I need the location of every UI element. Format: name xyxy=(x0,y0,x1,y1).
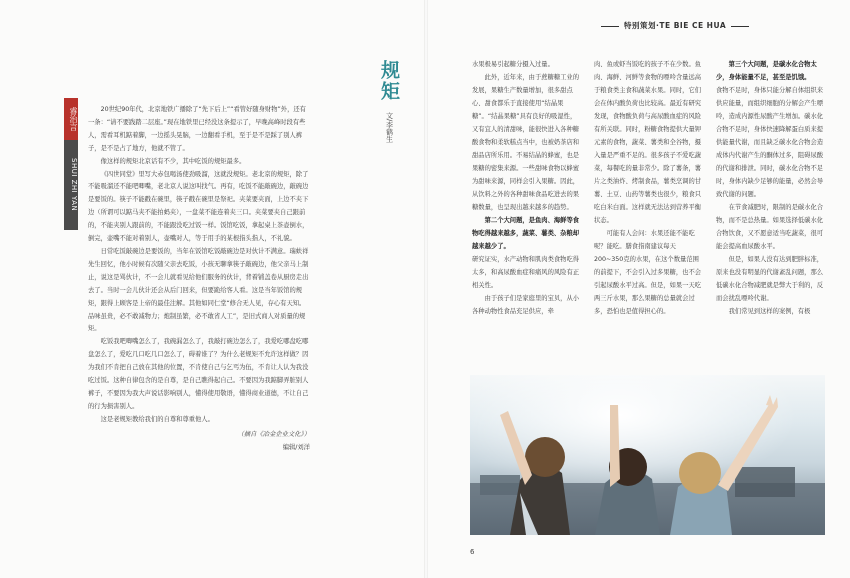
text-column-2 xyxy=(594,58,702,318)
paragraph: 这是老规矩教给我们的自尊和尊重他人。 xyxy=(100,415,214,423)
paragraph: 《四世同堂》里写大赤包喝汤使劲吸溜，这就没规矩。老北京的规矩，除了不能吸溜还不能吧唧嘴，老北京人说这叫找气。再有，吃饭不能敲碗边，敲碗边是要饭的。筷子不能戳在碗里，筷子戳在碗里是祭祀。夹菜要夹面，上边不夹下边（所谓可以踮马夹不能拍蚂夹），一盘菜不能连着夹三口。夹菜要夹自己跟前的，不能夹别人跟前的，不能跟没吃过饭一样。饭馆吃饭，拿起桌上茶壶倒水，倒完，壶嘴不能对着别人，壶嘴对人，等于用手的某根指头指人，不礼貌。 xyxy=(88,170,309,243)
article-title-block xyxy=(374,60,404,142)
paragraph: 由于孩子们是家庭里的宝贝，从小各种动物性食品充足供应，牵 xyxy=(472,295,580,315)
column-tab xyxy=(64,98,78,230)
article-source: （摘自《冶金企业文化》） xyxy=(237,430,310,438)
text-column-1 xyxy=(472,58,580,318)
header-rule-left xyxy=(601,26,619,27)
paragraph: 像这样的规矩北京话有不少，其中吃饭的规矩最多。 xyxy=(100,157,246,165)
article-title: 规矩 xyxy=(378,60,400,102)
section-header-label: 特别策划·TE BIE CE HUA xyxy=(624,21,727,30)
left-article-body xyxy=(88,104,310,454)
page-number: 6 xyxy=(470,548,475,556)
photo-illustration xyxy=(470,375,825,535)
article-author: 文/李鹤生 xyxy=(385,112,394,143)
editor-credit: 编辑/刘洋 xyxy=(282,443,310,451)
paragraph: 食物不足时，身体只能分解自体组织来供应能量，而组织细胞的分解会产生嘌呤，造成内源性尿酸产生增加。碳水化合物不足时，身体快速降解蛋白质来提供能量代谢，而且缺乏碳水化合物会造成体内代谢产生的酮体过多，阻碍尿酸的代谢和排泄。同时，碳水化合物不足时，身体内缺少足够的能量，必然会导致代谢的问题。 xyxy=(716,87,824,198)
paragraph: 可能有人会问：水果还能不能吃呢？能吃。膳食指南建议每天200~350克的水果，在这个数量范围的前提下，不会引入过多果糖，也不会引起尿酸水平过高。但是，如果一天吃两三斤水果，那么果糖的总量就会过多，恐怕也是值得担心的。 xyxy=(594,230,702,315)
paragraph-heading: 第三个大问题，是碳水化合物太少，身体能量不足，甚至是饥饿。 xyxy=(716,61,817,81)
paragraph: 20世纪90年代，北京地铁广播除了“先下后上”“看管好随身财物”外，还有一条：“请不要践踏二层座。”现在地铁里已经没这条提示了，早晚高峰时段有些人，需看耳机踮着脚，一边摇头晃脑，一边翻看手机，至于是不是踩了别人裤子，是不是占了地方，他就不管了。 xyxy=(88,106,306,152)
paragraph: 水果极易引起糖分摄入过量。 xyxy=(472,61,554,68)
photo-friends-cheering xyxy=(470,375,825,535)
paragraph: 在节食减肥时，限制的是碳水化合物，而不是总热量。如果选择低碳水化合物饮食，又不愿意适当吃蔬菜，很可能会提高血尿酸水平。 xyxy=(716,204,824,250)
paragraph: 肉、鱼或虾当饭吃的孩子不在少数。鱼肉、海鲜、河鲜等食物的嘌呤含量远高于粮食类主食和蔬菜水果。同时，它们会在体内酸负荷也比较高。最近有研究发现，食物酸负荷与高尿酸血症的风险有所关联。同时，粉糖食物提供大量钾元素的食物，蔬菜、薯类和全谷物，摄入量是严重不足的。很多孩子不爱吃蔬菜，每餐吃的量非常少。除了薯条，薯片之类油炸、烤制食品，薯类烹调的甘薯、土豆、山药等薯类也很少，粮食只吃白米白面。这样就无法达到营养平衡状态。 xyxy=(594,61,702,224)
section-header xyxy=(596,20,754,31)
paragraph-heading: 第二个大问题，是鱼肉、海鲜等食物吃得越来越多，蔬菜、薯类、杂粮却越来越少了。 xyxy=(472,217,580,250)
paragraph: 吃饭我吧唧嘴怎么了，我碗漏怎么了，我敲打碗边怎么了，我爱吃哪盘吃哪盘怎么了，爱吃几口吃几口怎么了，碍着谁了？为什么老规矩不允许这样做？因为我们不肯把自己放在其他的位置，不肯使自己与乞丐为伍，不肯让人认为我没吃过饭。这种自律包含的是自尊，是自己瞧得起自己。不要因为我踮脚弄脏别人裤子，不要因为我大声说话影响别人，懂得使用敬语，懂得商业道德，不让自己的行为损害别人。 xyxy=(88,338,309,410)
column-tab-pinyin: SHUI ZHI YAN xyxy=(64,140,78,230)
paragraph: 研究证实，水产动物和肌肉类食物吃得太多，和高尿酸血症和痛风的风险有正相关性。 xyxy=(472,256,580,289)
column-tab-red: 睿治言 xyxy=(64,98,78,140)
paragraph: 日常吃饭敲碗边是要饭的，当年在饭馆吃饭敲碗边是对伙计不满意。瑞蚨祥先生回忆，他小时候有次随父亲去吃饭，小孩无聊拿筷子敲碗边，他父亲马上制止，说这是骂伙计，不一会儿就看见给他们服务的伙计，背着铺盖卷从厨房走出去了。当时一会儿伙计还会从后门回来，但要跪给客人看。这是当年饭馆的规矩，跟得上顾客是上帝的最佳注解。其他如同仁堂“修合无人见，存心有天知。品味虽贵，必不敢减物力；炮制虽繁，必不敢省人工”，是旧式商人对质量的规矩。 xyxy=(88,247,309,333)
paragraph: 我们常见到这样的案例，有极 xyxy=(728,308,811,315)
page-gutter xyxy=(424,0,428,578)
text-column-3 xyxy=(716,58,824,318)
paragraph: 此外，近年来，由于蔗糖糖工业的发展，果糖生产数量增加，很多甜点心、甜食都乐于直接使用“结晶果糖”。“结晶果糖”具有良好的吸湿性，又有宜人的清甜味，能很快进入各种糖酸食物和柔软糕点当中，也被奶茶店和甜品店所乐用。不易结晶的蜂蜜，也是果糖的密集来源。一些甜味食物以蜂蜜为甜味来源，同样会引入果糖。因此，从饮料之外的各种甜味食品吃进去的果糖数量，也呈现出越来越多的趋势。 xyxy=(472,74,580,211)
paragraph: 但是，如果人没有达到肥胖标准，原来也没有明显的代谢紊乱问题，那么低碳水化合物减肥就是弊大于利的，反而会扰乱嘌呤代谢。 xyxy=(716,256,824,302)
header-rule-right xyxy=(731,26,749,27)
